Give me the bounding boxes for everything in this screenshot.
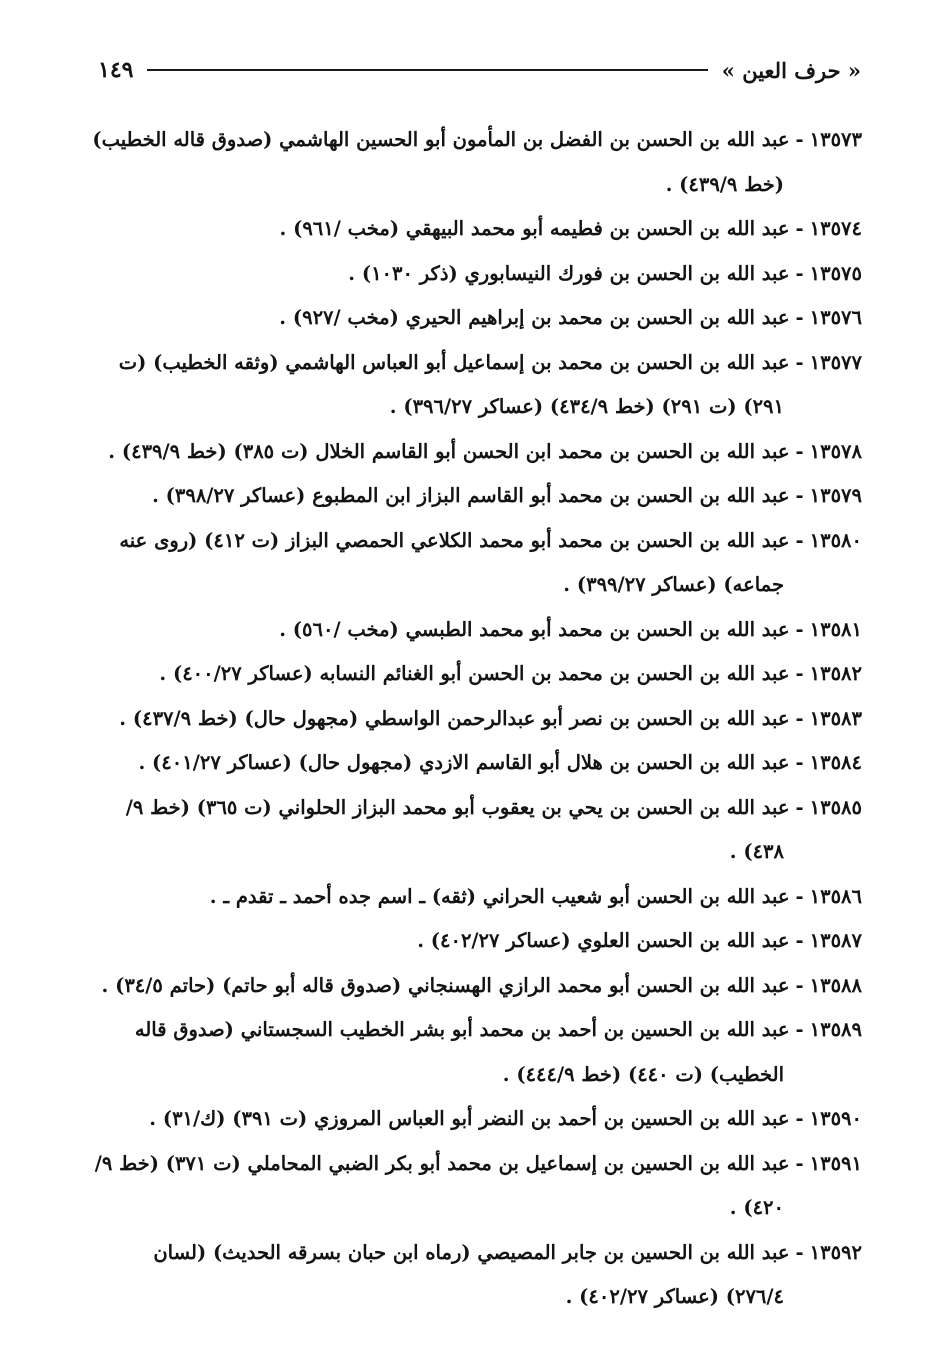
entry-dash: - <box>795 439 804 463</box>
entry-text: عبد الله بن الحسن أبو شعيب الحراني (ثقه) ـ اسم جده أحمد ـ تقدم ـ . <box>209 884 790 908</box>
entry-dash: - <box>795 1018 804 1041</box>
entry-number: ١٣٥٧٥ <box>809 261 862 285</box>
header-rule <box>147 69 707 71</box>
entry-text: عبد الله بن الحسن بن فورك النيسابوري (ذكر ١٠٣٠) . <box>348 261 790 285</box>
page-number: ١٤٩ <box>98 57 134 83</box>
entry <box>92 652 862 697</box>
entry <box>92 1097 862 1142</box>
entry-text: عبد الله بن الحسن بن محمد أبو القاسم البزاز ابن المطبوع (عساكر ٣٩٨/٢٧) . <box>152 484 790 507</box>
entry-dash: - <box>795 706 804 730</box>
entry-text: عبد الله بن الحسن بن فطيمه أبو محمد البيهقي (مخب /٩٦١) . <box>279 217 790 240</box>
entry-number: ١٣٥٨١ <box>809 617 862 641</box>
entry-number: ١٣٥٨٠ <box>809 528 862 552</box>
entry-dash: - <box>795 217 804 240</box>
entry-text: عبد الله بن الحسن بن محمد أبو محمد الكلاعي الحمصي البزاز (ت ٤١٢) (روى عنه جماعه) (عساكر ٣٩٩/٢٧) . <box>119 528 790 596</box>
entry <box>92 341 862 430</box>
entry-text: عبد الله بن الحسن بن محمد بن إسماعيل أبو العباس الهاشمي (وثقه الخطيب) (ت ٢٩١) (ت ٢٩١) (خط ٤٣٤/٩) (عساكر ٣٩٦/٢٧) . <box>118 350 790 418</box>
entry-number: ١٣٥٨٥ <box>809 795 862 819</box>
entry-dash: - <box>795 884 804 908</box>
entry-number: ١٣٥٨٧ <box>809 929 862 952</box>
entry-dash: - <box>795 795 804 819</box>
entry-dash: - <box>795 751 804 774</box>
entry-text: عبد الله بن الحسين بن أحمد بن النضر أبو العباس المروزي (ت ٣٩١) (ك/٣١) . <box>149 1107 790 1130</box>
entry <box>92 964 862 1009</box>
entry <box>92 207 862 252</box>
entry-text: عبد الله بن الحسن بن نصر أبو عبدالرحمن الواسطي (مجهول حال) (خط ٤٣٧/٩) . <box>119 706 790 730</box>
entry-text: عبد الله بن الحسن بن محمد بن الحسن أبو الغنائم النسابه (عساكر ٤٠٠/٢٧) . <box>159 662 790 685</box>
entry-dash: - <box>795 662 804 685</box>
entry-text: عبد الله بن الحسن بن يحي بن يعقوب أبو محمد البزاز الحلواني (ت ٣٦٥) (خط ٩/ ٤٣٨) . <box>125 795 790 863</box>
entry-number: ١٣٥٧٧ <box>809 350 862 374</box>
entry-dash: - <box>795 929 804 952</box>
entry-text: عبد الله بن الحسن بن محمد ابن الحسن أبو القاسم الخلال (ت ٣٨٥) (خط ٤٣٩/٩) . <box>108 439 790 463</box>
entry-number: ١٣٥٨٤ <box>809 751 862 774</box>
entry <box>92 430 862 475</box>
entry-number: ١٣٥٩١ <box>809 1151 862 1175</box>
entry <box>92 252 862 297</box>
entry <box>92 741 862 786</box>
entry-number: ١٣٥٨٩ <box>809 1018 862 1041</box>
entry <box>92 1231 862 1320</box>
entry-text: عبد الله بن الحسن بن الفضل بن المأمون أبو الحسين الهاشمي (صدوق قاله الخطيب) (خط ٤٣٩/٩) . <box>92 128 790 196</box>
entry-text: عبد الله بن الحسين بن إسماعيل بن محمد أبو بكر الضبي المحاملي (ت ٣٧١) (خط ٩/ ٤٢٠) . <box>94 1151 790 1219</box>
entry-number: ١٣٥٩٢ <box>809 1240 862 1264</box>
entry-dash: - <box>795 973 804 997</box>
entry-number: ١٣٥٩٠ <box>809 1107 862 1130</box>
entries-list <box>92 118 862 1320</box>
entry-number: ١٣٥٨٢ <box>809 662 862 685</box>
entry-number: ١٣٥٧٨ <box>809 439 862 463</box>
entry-dash: - <box>795 1151 804 1175</box>
entry <box>92 1142 862 1231</box>
entry-dash: - <box>795 128 804 151</box>
entry-text: عبد الله بن الحسين بن جابر المصيصي (رماه ابن حبان بسرقه الحديث) (لسان ٢٧٦/٤) (عساكر ٤٠٢/٢٧) . <box>153 1240 790 1308</box>
entry-dash: - <box>795 1240 804 1264</box>
entry-dash: - <box>795 261 804 285</box>
entry-dash: - <box>795 528 804 552</box>
entry-text: عبد الله بن الحسن العلوي (عساكر ٤٠٢/٢٧) . <box>417 929 790 952</box>
entry <box>92 697 862 742</box>
entry <box>92 474 862 519</box>
entry <box>92 608 862 653</box>
entry <box>92 519 862 608</box>
entry <box>92 1008 862 1097</box>
entry-number: ١٣٥٨٨ <box>809 973 862 997</box>
entry <box>92 875 862 920</box>
entry-text: عبد الله بن الحسين بن أحمد بن محمد أبو بشر الخطيب السجستاني (صدوق قاله الخطيب) (ت ٤٤٠) (خط ٤٤٤/٩) . <box>134 1018 790 1086</box>
entry <box>92 118 862 207</box>
entry <box>92 296 862 341</box>
entry <box>92 786 862 875</box>
entry-number: ١٣٥٨٣ <box>809 706 862 730</box>
page-header <box>98 52 861 88</box>
entry-dash: - <box>795 1107 804 1130</box>
entry-text: عبد الله بن الحسن بن محمد أبو محمد الطبسي (مخب /٥٦٠) . <box>279 617 790 641</box>
entry-text: عبد الله بن الحسن بن محمد بن إبراهيم الحيري (مخب /٩٢٧) . <box>279 306 790 329</box>
entry-dash: - <box>795 617 804 641</box>
entry-dash: - <box>795 484 804 507</box>
entry-number: ١٣٥٧٣ <box>809 128 862 151</box>
entry-dash: - <box>795 306 804 329</box>
entry-number: ١٣٥٧٩ <box>809 484 862 507</box>
entry-number: ١٣٥٧٤ <box>809 217 862 240</box>
entry <box>92 919 862 964</box>
entry-dash: - <box>795 350 804 374</box>
entry-text: عبد الله بن الحسن بن هلال أبو القاسم الازدي (مجهول حال) (عساكر ٤٠١/٢٧) . <box>138 751 790 774</box>
chapter-title: « حرف العين » <box>721 57 861 83</box>
entry-number: ١٣٥٨٦ <box>809 884 862 908</box>
entry-text: عبد الله بن الحسن أبو محمد الرازي الهسنجاني (صدوق قاله أبو حاتم) (حاتم ٣٤/٥) . <box>101 973 790 997</box>
entry-number: ١٣٥٧٦ <box>809 306 862 329</box>
